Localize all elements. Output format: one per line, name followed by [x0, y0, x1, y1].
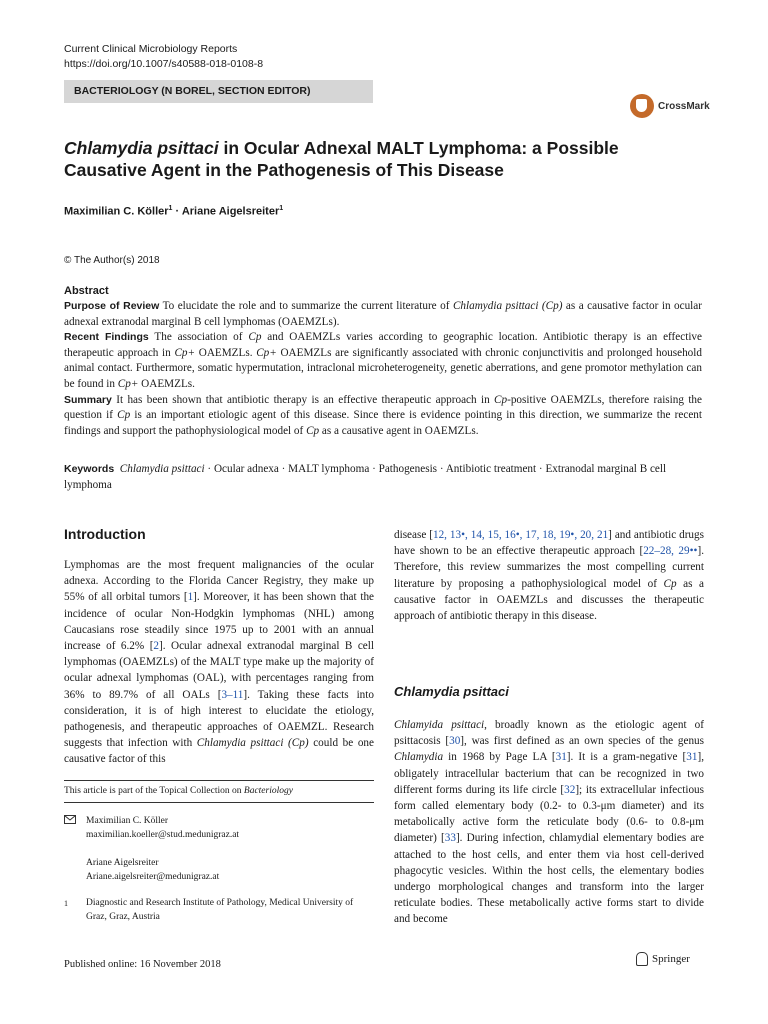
- author-2-affiliation: 1: [279, 205, 284, 212]
- author-1[interactable]: Maximilian C. Köller: [64, 205, 169, 218]
- intro-text-8: ]. Therefore, this review summarizes the most compelling current literature by proposing a pathophysiological model of: [394, 545, 704, 590]
- keywords-rest: · Ocular adnexa · MALT lymphoma · Pathogenesis · Antibiotic treatment · Extranodal marginal B cell lymphoma: [64, 463, 667, 491]
- citation-link[interactable]: 22–28, 29••: [643, 545, 698, 558]
- corresponding-author: [64, 815, 239, 842]
- purpose-species: Chlamydia psittaci (Cp): [452, 300, 563, 312]
- summary-label: Summary: [64, 393, 112, 406]
- affiliation-text: Diagnostic and Research Institute of Pathology, Medical University of Graz, Graz, Austria: [86, 898, 354, 922]
- findings-text-5: OAEMZLs.: [138, 377, 195, 390]
- purpose-text: To elucidate the role and to summarize the current literature of: [162, 300, 453, 312]
- summary-text-3: is an important etiologic agent of this disease. Since there is evidence pointing in this direction, we summarize the recent findings and support the pathophysiological model of: [64, 409, 702, 437]
- summary-text-2: -positive OAEMZLs, therefore raising the question if: [64, 393, 702, 422]
- section-heading-cp: Chlamydia psittaci: [394, 684, 509, 699]
- cp-text-6: ]; its extracellular infectious form called elementary body (0.2- to 0.3-μm diameter) and its metabolically active form the reticulate body (0.6- to 0.8-μm diameter) [: [394, 783, 704, 845]
- citation-link[interactable]: 33: [444, 832, 456, 845]
- findings-text-2: and OAEMZLs varies according to geographic location. Antibiotic therapy is an effective therapeutic approach in: [64, 331, 702, 359]
- topic-name: Bacteriology: [243, 786, 293, 796]
- findings-cp: Cp: [248, 331, 262, 344]
- abstract-heading: Abstract: [64, 285, 109, 297]
- author-1-name: Maximilian C. Köller: [86, 816, 169, 826]
- findings-text-4: OAEMZLs are significantly associated with chronic conjunctivitis and prolonged household animal contact. Furthermore, somatic hypermutation, intraclonal microheterogeneity, genetic aberrations, and gene promotor methylation can be found in: [64, 346, 702, 390]
- intro-text-3: ]. Ocular adnexal extranodal marginal B cell lymphomas (OAEMZLs) of the MALT type make up the majority of ocular adnexal lymphomas (OAL), with percentages ranging from 36% to 89.7% of all OALs [: [64, 640, 374, 701]
- author-1-affiliation: 1: [168, 205, 173, 212]
- findings-text: The association of: [154, 331, 249, 344]
- citation-link[interactable]: 32: [564, 783, 576, 796]
- section-banner: BACTERIOLOGY (N BOREL, SECTION EDITOR): [64, 80, 373, 103]
- crossmark-label: CrossMark: [658, 100, 710, 112]
- journal-header: [64, 42, 263, 72]
- citation-link[interactable]: 30: [449, 735, 461, 748]
- envelope-icon: [64, 815, 76, 830]
- abstract-body: [64, 299, 702, 439]
- cp-text-4: ]. It is a gram-negative [: [566, 751, 687, 764]
- footnote-divider: [64, 780, 374, 781]
- author-2-name: Ariane Aigelsreiter: [86, 858, 159, 868]
- purpose-text-2: as a causative factor in ocular adnexal extranodal marginal B cell lymphomas (OAEMZLs).: [64, 300, 702, 328]
- author-2-email[interactable]: Ariane.aigelsreiter@medunigraz.at: [86, 871, 220, 882]
- citation-link[interactable]: 3–11: [221, 688, 244, 701]
- doi-link[interactable]: https://doi.org/10.1007/s40588-018-0108-8: [64, 58, 264, 70]
- cp-text-2: ], was first defined as an own species of the genus: [460, 735, 704, 748]
- intro-species: Chlamydia psittaci (Cp): [196, 737, 309, 750]
- intro-paragraph-continued: [394, 527, 704, 624]
- crossmark-icon: [630, 94, 654, 118]
- intro-text-9: as a causative factor in OAEMZLs and discusses the therapeutic approach of antibiotic therapy in this disease.: [394, 577, 704, 623]
- author-list: [64, 205, 283, 218]
- topic-text: This article is part of the Topical Collection on: [64, 786, 244, 796]
- citation-link[interactable]: 31: [555, 751, 567, 764]
- abstract-summary: [64, 393, 702, 440]
- author-1-email[interactable]: maximilian.koeller@stud.medunigraz.at: [86, 829, 240, 840]
- article-title: [64, 137, 704, 181]
- findings-cp4: Cp+: [117, 377, 139, 390]
- journal-name: Current Clinical Microbiology Reports: [64, 43, 238, 55]
- affiliation-number: 1: [64, 899, 68, 908]
- cp-text-7: ]. During infection, chlamydial elementary bodies are attached to the host cells, and enter them via host cell-derived phagocytic vesicles. Within the host cells, the elementary bodies undergo morphological changes and transform into the larger reticulate bodies. These metabolically active forms start to divide and become: [394, 832, 704, 926]
- cp-text-5: ], obligately intracellular bacterium that can be recognized in two different forms during its life circle [: [394, 751, 704, 796]
- footnote-divider-2: [64, 802, 374, 803]
- citation-link[interactable]: 1: [187, 591, 194, 604]
- intro-text-4: ]. Taking these facts into consideration, it is of high interest to elucidate the etiology, pathogenesis, and therapeutic approaches of OAEMZL. Research suggests that infection with: [64, 688, 374, 750]
- summary-text: It has been shown that antibiotic therapy is an effective therapeutic approach in: [116, 393, 495, 406]
- cp-paragraph: [394, 717, 704, 928]
- affiliation: [64, 897, 374, 924]
- findings-cp2: Cp+: [174, 346, 196, 359]
- keywords-label: Keywords: [64, 463, 115, 475]
- author-2-contact: [64, 857, 219, 884]
- intro-cp: Cp: [663, 577, 677, 590]
- summary-cp: Cp: [494, 393, 508, 406]
- publisher-name: Springer: [652, 953, 690, 965]
- keywords: [64, 461, 702, 493]
- crossmark-badge[interactable]: [630, 93, 710, 119]
- summary-cp2: Cp: [117, 409, 131, 422]
- cp-species: Chlamyida psittaci: [394, 719, 485, 731]
- findings-text-3: OAEMZLs.: [195, 346, 257, 359]
- keyword-1: Chlamydia psittaci: [119, 463, 205, 475]
- intro-paragraph: [64, 557, 374, 768]
- title-line2: Causative Agent in the Pathogenesis of This Disease: [64, 160, 504, 180]
- summary-text-4: as a causative agent in OAEMZLs.: [319, 424, 479, 437]
- author-separator: ·: [172, 205, 182, 218]
- author-2[interactable]: Ariane Aigelsreiter: [181, 205, 280, 218]
- intro-text-2: ]. Moreover, it has been shown that the incidence of ocular Non-Hodgkin lymphomas (NHL) among Caucasians rose steadily since 1975 up to 2001 with an annual increase of 6.2% [: [64, 591, 375, 653]
- cp-genus: Chlamydia: [394, 751, 444, 764]
- intro-text-6: disease [: [394, 529, 433, 541]
- title-rest: in Ocular Adnexal MALT Lymphoma: a Possible: [218, 138, 619, 158]
- cp-text-3: in 1968 by Page LA [: [443, 751, 556, 764]
- title-italic: Chlamydia psittaci: [64, 138, 219, 158]
- findings-label: Recent Findings: [64, 331, 149, 344]
- springer-horse-icon: [636, 952, 648, 966]
- findings-cp3: Cp+: [256, 346, 277, 359]
- topical-collection-note: [64, 786, 293, 796]
- intro-text-7: ] and antibiotic drugs have shown to be an effective therapeutic approach [: [394, 529, 704, 558]
- citation-link[interactable]: 2: [153, 640, 160, 653]
- intro-text: Lymphomas are the most frequent malignancies of the ocular adnexa. According to the Florida Cancer Registry, they make up 55% of all orbital tumors [: [64, 559, 374, 604]
- copyright: © The Author(s) 2018: [64, 255, 160, 266]
- publication-date: Published online: 16 November 2018: [64, 959, 221, 970]
- cp-text: , broadly known as the etiologic agent of psittacosis [: [394, 719, 704, 748]
- citation-link[interactable]: 12, 13•, 14, 15, 16•, 17, 18, 19•, 20, 21: [432, 529, 609, 541]
- abstract-findings: [64, 330, 702, 392]
- publisher-logo: [636, 952, 690, 966]
- intro-text-5: could be one causative factor of this: [64, 737, 374, 766]
- abstract-purpose: [64, 299, 702, 330]
- purpose-label: Purpose of Review: [64, 300, 160, 312]
- citation-link[interactable]: 31: [686, 751, 698, 764]
- summary-cp3: Cp: [306, 424, 320, 437]
- introduction-heading: Introduction: [64, 526, 146, 542]
